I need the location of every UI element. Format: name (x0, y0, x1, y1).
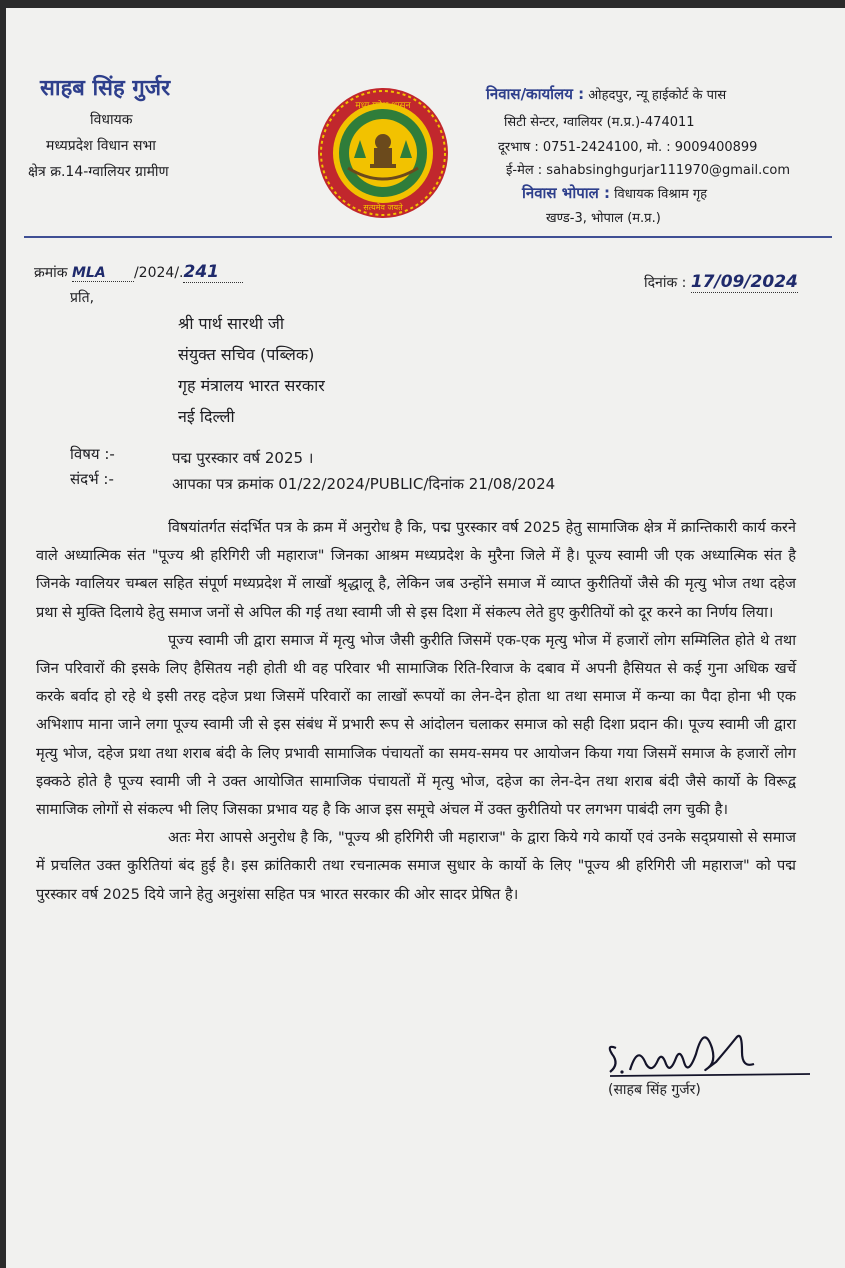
residence-label: निवास/कार्यालय : (486, 85, 585, 103)
body-paragraph-3: अतः मेरा आपसे अनुरोध है कि, "पूज्य श्री हरिगिरी जी महाराज" के द्वारा किये गये कार्यो एवं उनके सद्प्रयासो से समाज में प्रचलित उक्त कुरितियां बंद हुई है। इस क्रांतिकारी तथा रचनात्मक समाज सुधार के कार्यो के लिए "पूज्य श्री हरिगिरी जी महाराज" को पद्म पुरस्कार वर्ष 2025 दिये जाने हेतु अनुशंसा सहित पत्र भारत सरकार की ओर सादर प्रेषित है। (36, 829, 796, 903)
date-label: दिनांक : (644, 275, 687, 291)
bhopal-address-line2: खण्ड-3, भोपाल (म.प्र.) (546, 211, 661, 226)
bhopal-residence (522, 183, 707, 203)
email: ई-मेल : sahabsinghgurjar111970@gmail.com (506, 163, 791, 178)
addressee-designation: संयुक्त सचिव (पब्लिक) (178, 345, 315, 364)
krmank-label: क्रमांक (34, 265, 68, 281)
bhopal-label: निवास भोपाल : (522, 184, 611, 202)
constituency: क्षेत्र क्र.14-ग्वालियर ग्रामीण (28, 164, 169, 180)
addressee-city: नई दिल्ली (178, 407, 235, 426)
addressee-name: श्री पार्थ सारथी जी (178, 314, 285, 333)
mp-government-seal-icon (316, 86, 450, 220)
letter-page (6, 8, 845, 1268)
body-paragraph-2: पूज्य स्वामी जी द्वारा समाज में मृत्यु भोज जैसी कुरीति जिसमें एक-एक मृत्यु भोज में हजारों लोग सम्मिलित होते थे तथा जिन परिवारों की इसके लिए हैसितय नही होती थी वह परिवार भी सामाजिक रिति-रिवाज के दबाव में अपनी हैसियत से कई गुना अधिक खर्चे करके बर्वाद हो रहे थे इसी तरह दहेज प्रथा जिसमें परिवारों का लाखों रूपयों का लेन-देन होता था तथा समाज में कन्या का पैदा होना भी एक अभिशाप माना जाने लगा पूज्य स्वामी जी से इस संबंध में प्रभारी रूप से आंदोलन चलाकर समाज को सही दिशा प्रदान की। पूज्य स्वामी जी द्वारा मृत्यु भोज, दहेज प्रथा तथा शराब बंदी के लिए प्रभावी सामाजिक पंचायतों का समय-समय पर आयोजन किया गया जिसमें समाज के हजारों लोग इक्कठे होते है पूज्य स्वामी जी ने उक्त आयोजित सामाजिक पंचायतों में मृत्यु भोज, दहेज का लेन-देन तथा शराब बंदी जैसे कार्यो के विरूद्व सामाजिक लोगों से संकल्प भी लिए जिसका प्रभाव यह है कि आज इस समूचे अंचल में उक्त कुरीतियो पर लगभग पाबंदी लग चुकी है। (36, 631, 796, 819)
assembly: मध्यप्रदेश विधान सभा (46, 138, 156, 154)
prati: प्रति, (70, 290, 95, 306)
bhopal-address: विधायक विश्राम गृह (614, 187, 708, 202)
designation: विधायक (90, 112, 133, 128)
seal-bottom-text: सत्यमेव जयते (363, 203, 403, 212)
phone: दूरभाष : 0751-2424100, मो. : 9009400899 (498, 140, 758, 155)
body-paragraph-1: विषयांतर्गत संदर्भित पत्र के क्रम में अनुरोध है कि, पद्म पुरस्कार वर्ष 2025 हेतु सामाजिक क्षेत्र में क्रान्तिकारी कार्य करने वाले अध्यात्मिक संत "पूज्य श्री हरिगिरी जी महाराज" जिनका आश्रम मध्यप्रदेश के मुरैना जिले में है। पूज्य स्वामी जी एक अध्यात्मिक संत है जिनके ग्वालियर चम्बल सहित संपूर्ण मध्यप्रदेश में लाखों श्रृद्धालू है, लेकिन जब उन्होंने समाज में व्याप्त कुरीतियों जैसे की मृत्यु भोज तथा दहेज प्रथा से मुक्ति दिलाये हेतु समाज जनों से अपिल की गई तथा स्वामी जी से इस दिशा में संकल्प लेते हुए कुरीतियों को दूर करने का निर्णय लिया। (36, 519, 796, 621)
krmank-number: 241 (183, 262, 219, 282)
letterhead-divider (24, 236, 832, 238)
sandarbh-label: संदर्भ :- (70, 470, 114, 488)
seal-top-text: मध्य प्रदेश शासन (355, 101, 411, 111)
residence-line2: सिटी सेन्टर, ग्वालियर (म.प्र.)-474011 (504, 115, 695, 130)
subject-text: पद्म पुरस्कार वर्ष 2025 । (172, 449, 314, 467)
sandarbh-text: आपका पत्र क्रमांक 01/22/2024/PUBLIC/दिनांक 21/08/2024 (172, 475, 556, 493)
mla-name: साहब सिंह गुर्जर (40, 76, 171, 101)
date-value: 17/09/2024 (690, 272, 798, 292)
date (644, 272, 798, 293)
handwritten-signature (604, 1018, 814, 1082)
krmank-year: /2024/. (133, 265, 184, 281)
signatory-name: (साहब सिंह गुर्जर) (608, 1082, 701, 1098)
subject-label: विषय :- (70, 445, 115, 463)
residence-line1 (486, 84, 726, 104)
krmank-prefix: MLA (71, 265, 106, 281)
letter-body (36, 514, 796, 909)
reference-number (34, 262, 243, 283)
residence-address: ओहदपुर, न्यू हाईकोर्ट के पास (588, 88, 727, 103)
addressee-ministry: गृह मंत्रालय भारत सरकार (178, 376, 325, 395)
addressee-block (178, 308, 325, 432)
